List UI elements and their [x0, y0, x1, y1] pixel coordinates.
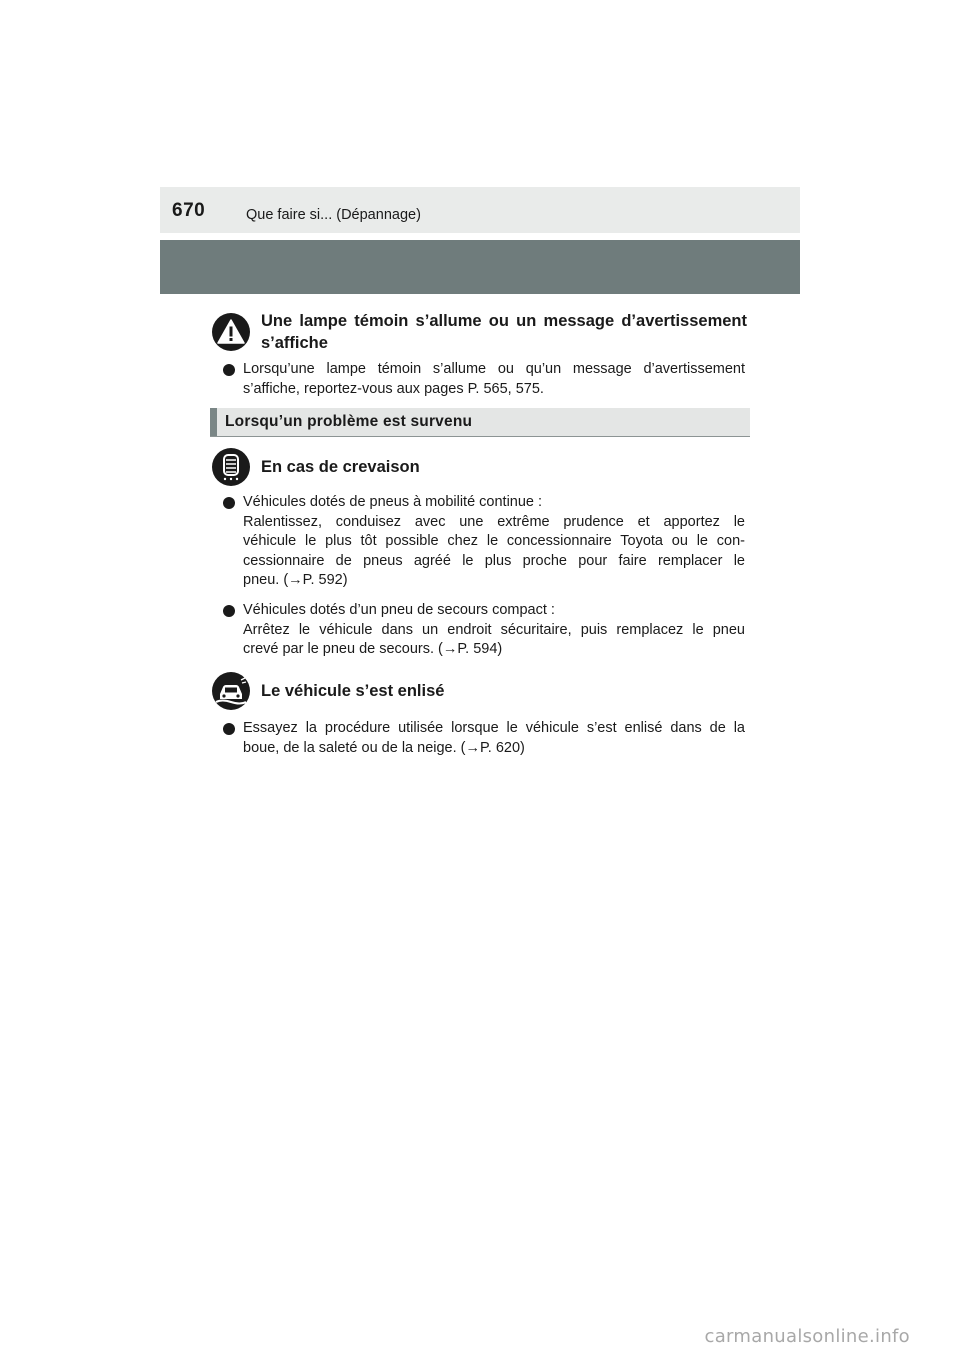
- bullet-marker: [223, 497, 235, 509]
- stuck-heading: Le véhicule s’est enlisé: [261, 682, 445, 700]
- warning-bullet-text: Lorsqu’une lampe témoin s’allume ou qu’un message d’avertissement s’affiche, reportez-vous aux pages P. 565, 575.: [243, 361, 745, 397]
- section-accent: [210, 408, 217, 436]
- watermark: carmanualsonline.info: [704, 1326, 910, 1347]
- flat-tire-heading: En cas de crevaison: [261, 458, 420, 476]
- warning-triangle-icon: [212, 313, 250, 351]
- flat-tire-bullet2-text: Véhicules dotés d’un pneu de secours compact : Arrêtez le véhicule dans un endroit sécuritaire, puis remplacez le pneu crevé par le pneu de secours. (→P. 594): [243, 602, 745, 657]
- chapter-banner: [160, 240, 800, 294]
- tire-icon: [212, 448, 250, 486]
- bullet-marker: [223, 723, 235, 735]
- stuck-car-icon: [212, 672, 250, 710]
- bullet-marker: [223, 605, 235, 617]
- flat-tire-bullet1-text: Véhicules dotés de pneus à mobilité continue : Ralentissez, conduisez avec une extrême prudence et apportez le véhicule le plus tôt possible chez le concessionnaire Toyota ou le con- cessionnaire de pneus agréé le plus proche pour faire remplacer le pneu. (→P. 592): [243, 494, 745, 588]
- section-heading-bar: [210, 408, 750, 437]
- bullet-marker: [223, 364, 235, 376]
- page-number: 670: [172, 200, 206, 221]
- section-title: Lorsqu’un problème est survenu: [225, 413, 473, 430]
- warning-heading: Une lampe témoin s’allume ou un message d’avertissement s’affiche: [261, 312, 747, 352]
- chapter-title: Que faire si... (Dépannage): [246, 207, 421, 223]
- stuck-bullet-text: Essayez la procédure utilisée lorsque le véhicule s’est enlisé dans de la boue, de la saleté ou de la neige. (→P. 620): [243, 720, 745, 756]
